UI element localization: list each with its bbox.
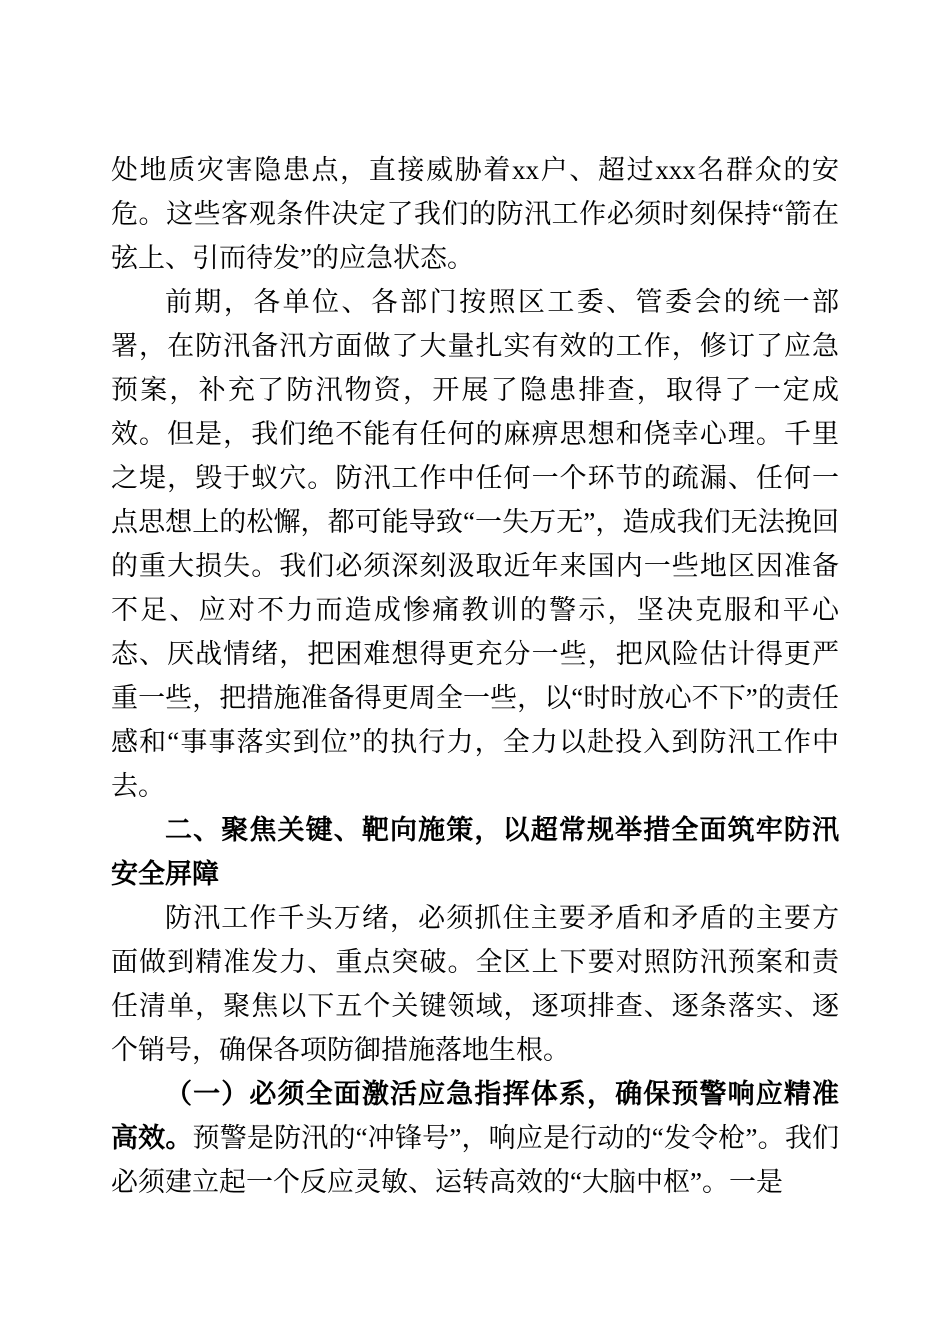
item-1-lead-sentence: （一）必须全面激活应急指挥体系，确保预警响应精准高效。: [111, 1079, 839, 1153]
section-heading-2: 二、聚焦关键、靶向施策，以超常规举措全面筑牢防汛安全屏障: [111, 815, 839, 889]
item-1-body-text: 预警是防汛的“冲锋号”，响应是行动的“发令枪”。我们必须建立起一个反应灵敏、运转高效的“大脑中枢”。一是: [111, 1123, 840, 1197]
paragraph-key-areas: 防汛工作千头万绪，必须抓住主要矛盾和矛盾的主要方面做到精准发力、重点突破。全区上下要对照防汛预案和责任清单，聚焦以下五个关键领域，逐项排查、逐条落实、逐个销号，确保各项防御措施落地生根。: [111, 903, 839, 1065]
paragraph-early-preparation: 前期，各单位、各部门按照区工委、管委会的统一部署，在防汛备汛方面做了大量扎实有效的工作，修订了应急预案，补充了防汛物资，开展了隐患排查，取得了一定成效。但是，我们绝不能有任何的麻痹思想和侥幸心理。千里之堤，毁于蚁穴。防汛工作中任何一个环节的疏漏、任何一点思想上的松懈，都可能导致“一失万无”，造成我们无法挽回的重大损失。我们必须深刻汲取近年来国内一些地区因准备不足、应对不力而造成惨痛教训的警示，坚决克服和平心态、厌战情绪，把困难想得更充分一些，把风险估计得更严重一些，把措施准备得更周全一些，以“时时放心不下”的责任感和“事事落实到位”的执行力，全力以赴投入到防汛工作中去。: [111, 287, 839, 801]
paragraph-continuation: 处地质灾害隐患点，直接威胁着xx户、超过xxx名群众的安危。这些客观条件决定了我们的防汛工作必须时刻保持“箭在弦上、引而待发”的应急状态。: [111, 155, 839, 273]
paragraph-item-1: [111, 1072, 839, 1204]
